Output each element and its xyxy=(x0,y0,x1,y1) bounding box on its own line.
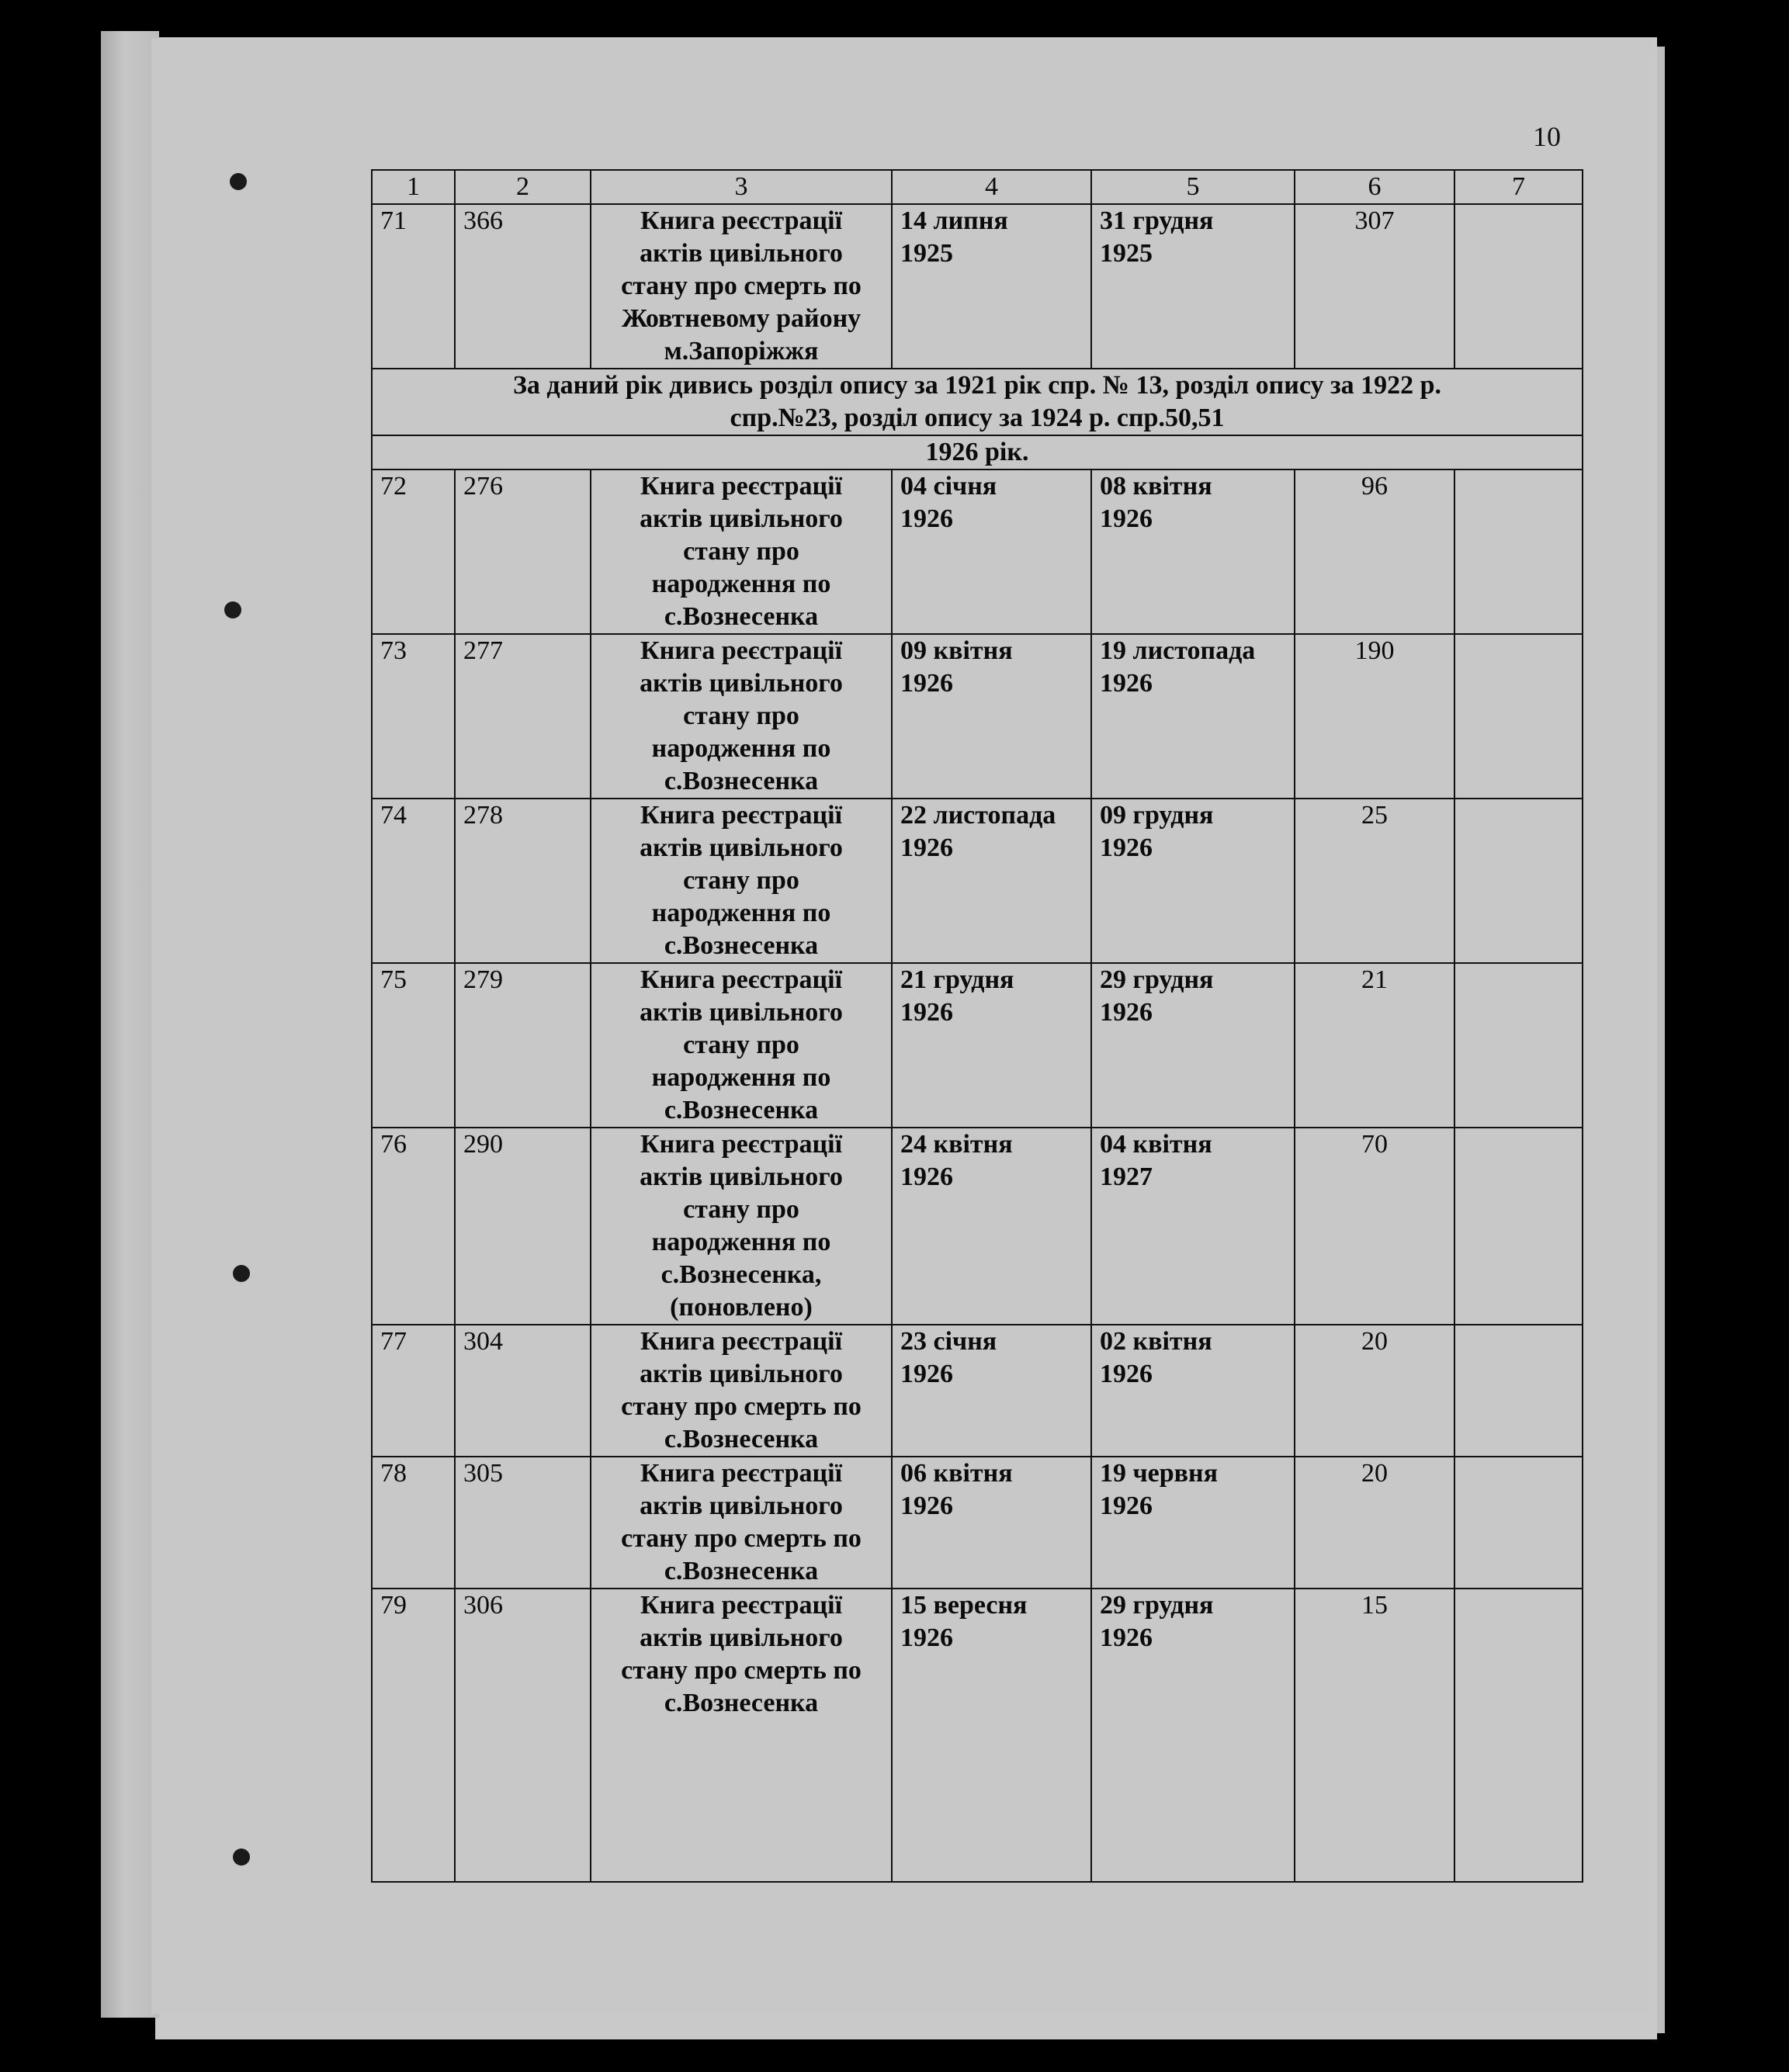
remark xyxy=(1454,634,1583,799)
punch-hole xyxy=(230,173,247,190)
row-number: 71 xyxy=(372,204,455,369)
sheet-count: 25 xyxy=(1295,799,1454,963)
table-row xyxy=(372,799,1583,963)
end-date: 19 листопада 1926 xyxy=(1091,634,1295,799)
start-date: 06 квітня 1926 xyxy=(892,1457,1091,1589)
end-date: 09 грудня 1926 xyxy=(1091,799,1295,963)
file-title: Книга реєстрації актів цивільного стану про смерть по с.Вознесенка xyxy=(591,1325,892,1457)
column-header: 3 xyxy=(591,170,892,204)
end-date: 04 квітня 1927 xyxy=(1091,1128,1295,1325)
file-number: 290 xyxy=(455,1128,591,1325)
row-number: 79 xyxy=(372,1589,455,1882)
file-title: Книга реєстрації актів цивільного стану про смерть по Жовтневому району м.Запоріжжя xyxy=(591,204,892,369)
row-number: 76 xyxy=(372,1128,455,1325)
row-number: 77 xyxy=(372,1325,455,1457)
sheet-count: 20 xyxy=(1295,1325,1454,1457)
row-number: 72 xyxy=(372,469,455,634)
sheet-count: 96 xyxy=(1295,469,1454,634)
file-number: 276 xyxy=(455,469,591,634)
column-header: 6 xyxy=(1295,170,1454,204)
start-date: 09 квітня 1926 xyxy=(892,634,1091,799)
start-date: 04 січня 1926 xyxy=(892,469,1091,634)
cross-reference-note: За даний рік дивись розділ опису за 1921 рік спр. № 13, розділ опису за 1922 р. спр.№23, розділ опису за 1924 р. спр.50,51 xyxy=(372,369,1583,435)
end-date: 19 червня 1926 xyxy=(1091,1457,1295,1589)
note-row xyxy=(372,369,1583,435)
table-row xyxy=(372,634,1583,799)
file-number: 278 xyxy=(455,799,591,963)
file-number: 277 xyxy=(455,634,591,799)
remark xyxy=(1454,1128,1583,1325)
sheet-count: 21 xyxy=(1295,963,1454,1128)
column-header: 1 xyxy=(372,170,455,204)
file-title: Книга реєстрації актів цивільного стану про народження по с.Вознесенка, (поновлено) xyxy=(591,1128,892,1325)
row-number: 74 xyxy=(372,799,455,963)
file-number: 279 xyxy=(455,963,591,1128)
file-title: Книга реєстрації актів цивільного стану про смерть по с.Вознесенка xyxy=(591,1589,892,1882)
remark xyxy=(1454,1457,1583,1589)
year-heading-row xyxy=(372,435,1583,469)
start-date: 23 січня 1926 xyxy=(892,1325,1091,1457)
file-title: Книга реєстрації актів цивільного стану про народження по с.Вознесенка xyxy=(591,634,892,799)
start-date: 21 грудня 1926 xyxy=(892,963,1091,1128)
remark xyxy=(1454,469,1583,634)
table-row xyxy=(372,1325,1583,1457)
table-row xyxy=(372,469,1583,634)
table-row xyxy=(372,1128,1583,1325)
punch-hole xyxy=(224,601,241,618)
punch-hole xyxy=(233,1265,250,1282)
end-date: 29 грудня 1926 xyxy=(1091,1589,1295,1882)
sheet-count: 70 xyxy=(1295,1128,1454,1325)
remark xyxy=(1454,1325,1583,1457)
column-number-row xyxy=(372,170,1583,204)
punch-hole xyxy=(233,1849,250,1866)
file-title: Книга реєстрації актів цивільного стану про народження по с.Вознесенка xyxy=(591,963,892,1128)
end-date: 31 грудня 1925 xyxy=(1091,204,1295,369)
page-number: 10 xyxy=(1533,121,1561,152)
column-header: 4 xyxy=(892,170,1091,204)
row-number: 73 xyxy=(372,634,455,799)
file-title: Книга реєстрації актів цивільного стану про народження по с.Вознесенка xyxy=(591,799,892,963)
remark xyxy=(1454,204,1583,369)
remark xyxy=(1454,963,1583,1128)
table-row xyxy=(372,204,1583,369)
start-date: 14 липня 1925 xyxy=(892,204,1091,369)
end-date: 02 квітня 1926 xyxy=(1091,1325,1295,1457)
file-title: Книга реєстрації актів цивільного стану про смерть по с.Вознесенка xyxy=(591,1457,892,1589)
sheet-count: 190 xyxy=(1295,634,1454,799)
sheet-count: 15 xyxy=(1295,1589,1454,1882)
year-heading: 1926 рік. xyxy=(372,435,1583,469)
file-number: 305 xyxy=(455,1457,591,1589)
remark xyxy=(1454,799,1583,963)
file-number: 306 xyxy=(455,1589,591,1882)
sheet-count: 307 xyxy=(1295,204,1454,369)
file-number: 366 xyxy=(455,204,591,369)
file-number: 304 xyxy=(455,1325,591,1457)
inventory-table xyxy=(371,169,1583,1883)
column-header: 2 xyxy=(455,170,591,204)
start-date: 22 листопада 1926 xyxy=(892,799,1091,963)
end-date: 08 квітня 1926 xyxy=(1091,469,1295,634)
end-date: 29 грудня 1926 xyxy=(1091,963,1295,1128)
table-row xyxy=(372,1589,1583,1882)
column-header: 5 xyxy=(1091,170,1295,204)
remark xyxy=(1454,1589,1583,1882)
start-date: 24 квітня 1926 xyxy=(892,1128,1091,1325)
column-header: 7 xyxy=(1454,170,1583,204)
row-number: 78 xyxy=(372,1457,455,1589)
file-title: Книга реєстрації актів цивільного стану про народження по с.Вознесенка xyxy=(591,469,892,634)
table-row xyxy=(372,1457,1583,1589)
start-date: 15 вересня 1926 xyxy=(892,1589,1091,1882)
binding-strip xyxy=(101,31,159,2018)
row-number: 75 xyxy=(372,963,455,1128)
sheet-count: 20 xyxy=(1295,1457,1454,1589)
table-row xyxy=(372,963,1583,1128)
